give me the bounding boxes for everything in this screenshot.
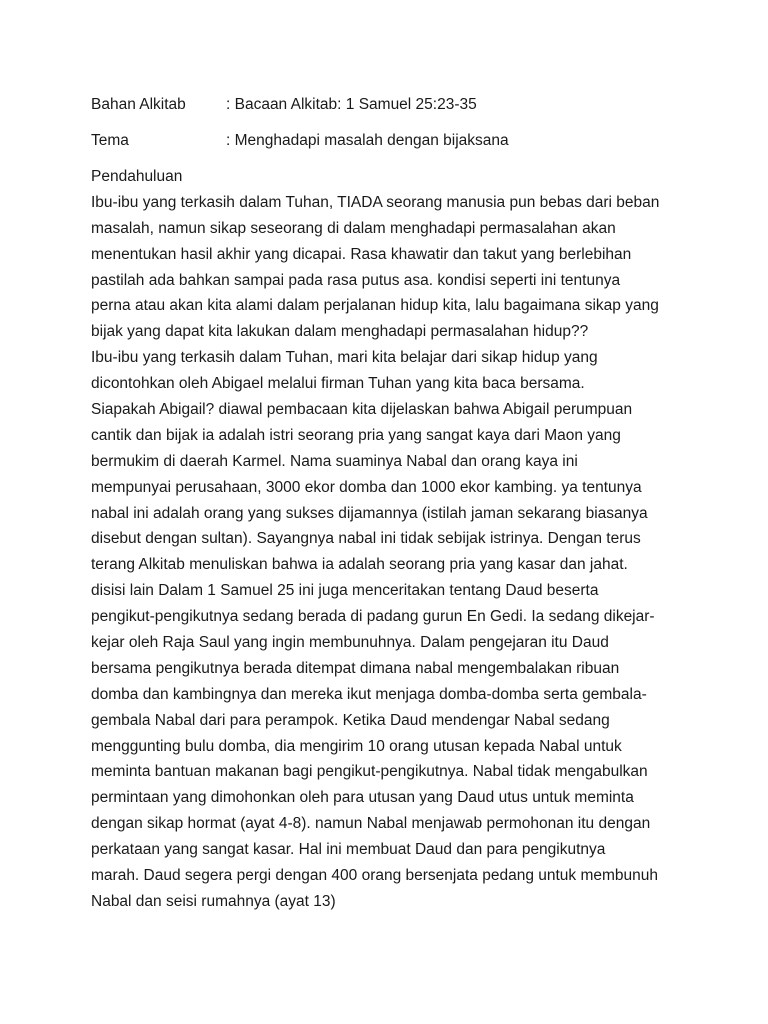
text-line: pengikut-pengikutnya sedang berada di padang gurun En Gedi. Ia sedang dikejar-: [91, 608, 655, 626]
text-line: domba dan kambingnya dan mereka ikut menjaga domba-domba serta gembala-: [91, 685, 647, 703]
text-line: Ibu-ibu yang terkasih dalam Tuhan, mari kita belajar dari sikap hidup yang: [91, 349, 598, 367]
text-line: bersama pengikutnya berada ditempat dimana nabal mengembalakan ribuan: [91, 659, 620, 677]
text-line: menggunting bulu domba, dia mengirim 10 orang utusan kepada Nabal untuk: [91, 737, 622, 755]
text-line: pastilah ada bahkan sampai pada rasa putus asa. kondisi seperti ini tentunya: [91, 271, 621, 289]
body-text: [91, 164, 691, 915]
text-line: disisi lain Dalam 1 Samuel 25 ini juga menceritakan tentang Daud beserta: [91, 582, 599, 600]
bahan-alkitab-row: [91, 95, 477, 115]
text-line: perkataan yang sangat kasar. Hal ini membuat Daud dan para pengikutnya: [91, 841, 606, 859]
text-line: dicontohkan oleh Abigael melalui firman Tuhan yang kita baca bersama.: [91, 375, 585, 393]
tema-label: Tema: [91, 132, 129, 149]
text-line: bijak yang dapat kita lakukan dalam menghadapi permasalahan hidup??: [91, 323, 589, 341]
text-line: menentukan hasil akhir yang dicapai. Rasa khawatir dan takut yang berlebihan: [91, 245, 632, 263]
text-line: perna atau akan kita alami dalam perjalanan hidup kita, lalu bagaimana sikap yang: [91, 297, 659, 315]
text-line: gembala Nabal dari para perampok. Ketika Daud mendengar Nabal sedang: [91, 711, 610, 729]
text-line: terang Alkitab menuliskan bahwa ia adalah seorang pria yang kasar dan jahat.: [91, 556, 628, 574]
text-line: permintaan yang dimohonkan oleh para utusan yang Daud utus untuk meminta: [91, 789, 634, 807]
text-line: marah. Daud segera pergi dengan 400 orang bersenjata pedang untuk membunuh: [91, 867, 659, 885]
text-line: Ibu-ibu yang terkasih dalam Tuhan, TIADA seorang manusia pun bebas dari beban: [91, 193, 660, 211]
text-line: Nabal dan seisi rumahnya (ayat 13): [91, 892, 336, 910]
text-line: nabal ini adalah orang yang sukses dijamannya (istilah jaman sekarang biasanya: [91, 504, 648, 522]
text-line: dengan sikap hormat (ayat 4-8). namun Nabal menjawab permohonan itu dengan: [91, 815, 651, 833]
text-line: kejar oleh Raja Saul yang ingin membunuhnya. Dalam pengejaran itu Daud: [91, 634, 609, 652]
tema-value: : Menghadapi masalah dengan bijaksana: [226, 132, 509, 149]
tema-row: [91, 131, 509, 151]
text-line: disebut dengan sultan). Sayangnya nabal ini tidak sebijak istrinya. Dengan terus: [91, 530, 641, 548]
bahan-alkitab-label: Bahan Alkitab: [91, 96, 186, 113]
section-heading: Pendahuluan: [91, 168, 183, 185]
bahan-alkitab-value: : Bacaan Alkitab: 1 Samuel 25:23-35: [226, 96, 477, 113]
text-line: meminta bantuan makanan bagi pengikut-pengikutnya. Nabal tidak mengabulkan: [91, 763, 648, 781]
text-line: cantik dan bijak ia adalah istri seorang pria yang sangat kaya dari Maon yang: [91, 426, 621, 444]
text-line: mempunyai perusahaan, 3000 ekor domba dan 1000 ekor kambing. ya tentunya: [91, 478, 642, 496]
text-line: masalah, namun sikap seseorang di dalam menghadapi permasalahan akan: [91, 219, 616, 237]
text-line: bermukim di daerah Karmel. Nama suaminya Nabal dan orang kaya ini: [91, 452, 578, 470]
text-line: Siapakah Abigail? diawal pembacaan kita dijelaskan bahwa Abigail perumpuan: [91, 401, 633, 419]
